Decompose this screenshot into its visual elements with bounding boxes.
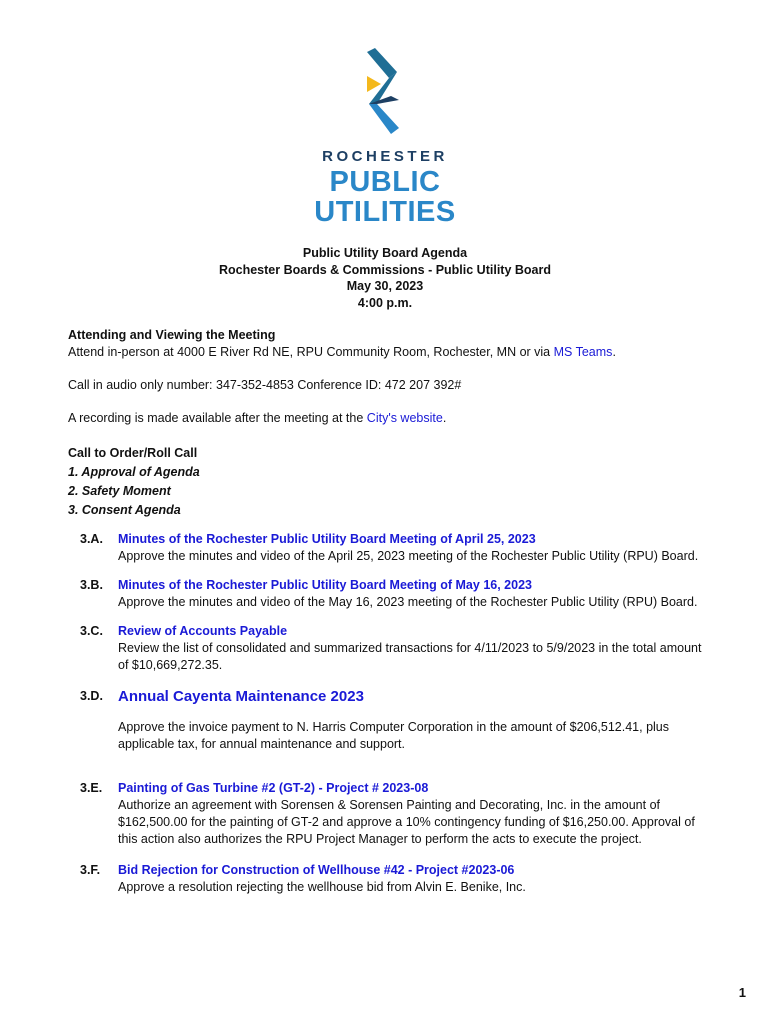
attending-heading: Attending and Viewing the Meeting: [68, 328, 276, 342]
item-title-link[interactable]: Painting of Gas Turbine #2 (GT-2) - Project # 2023-08: [118, 781, 429, 795]
agenda-header: [0, 245, 770, 311]
meeting-date: May 30, 2023: [346, 279, 424, 293]
logo-text-utilities: UTILITIES: [314, 196, 456, 228]
recording-text: [68, 410, 708, 427]
call-in-text: Call in audio only number: 347-352-4853 Conference ID: 472 207 392#: [68, 378, 462, 392]
page-number: 1: [738, 985, 746, 1000]
call-to-order-heading: Call to Order/Roll Call: [68, 446, 198, 460]
item-description: Approve the minutes and video of the April 25, 2023 meeting of the Rochester Public Utility (RPU) Board.: [118, 549, 699, 563]
agenda-title: Public Utility Board Agenda: [302, 246, 468, 260]
consent-item-3e: [68, 780, 708, 848]
item-description: Review the list of consolidated and summarized transactions for 4/11/2023 to 5/9/2023 in the total amount of $10,669,272.35.: [118, 641, 702, 672]
item-description: Approve the minutes and video of the May 16, 2023 meeting of the Rochester Public Utility (RPU) Board.: [118, 595, 698, 609]
consent-item-3f: [68, 862, 708, 896]
item-title-link[interactable]: Minutes of the Rochester Public Utility Board Meeting of April 25, 2023: [118, 532, 536, 546]
item-title-link[interactable]: Review of Accounts Payable: [118, 624, 288, 638]
consent-item-3c: [68, 623, 708, 674]
item-description: Authorize an agreement with Sorensen & Sorensen Painting and Decorating, Inc. in the amount of $162,500.00 for the painting of GT-2 and approve a 10% contingency funding of $16,250.00. Approval of this action also authorizes the RPU Project Manager to perform the acts to execute the project.: [118, 798, 695, 846]
item-number: 3.E.: [80, 781, 103, 795]
attending-text-end: .: [612, 345, 616, 359]
item-title-link[interactable]: Minutes of the Rochester Public Utility Board Meeting of May 16, 2023: [118, 578, 532, 592]
logo-text-rochester: ROCHESTER: [322, 148, 448, 165]
recording-text-end: .: [442, 411, 447, 425]
recording-text-body: A recording is made available after the meeting at the: [68, 411, 367, 425]
item-description: Approve the invoice payment to N. Harris Computer Corporation in the amount of $206,512.41, plus applicable tax, for annual maintenance and support.: [118, 720, 670, 751]
attending-text-body: Attend in-person at 4000 E River Rd NE, RPU Community Room, Rochester, MN or via: [68, 345, 554, 359]
item-title-link[interactable]: Bid Rejection for Construction of Wellhouse #42 - Project #2023-06: [118, 863, 515, 877]
item-number: 3.C.: [80, 624, 103, 638]
rpu-logo: [0, 48, 770, 227]
consent-item-3a: [68, 531, 708, 565]
board-name: Rochester Boards & Commissions - Public Utility Board: [218, 262, 551, 277]
agenda-item: 1. Approval of Agenda: [68, 465, 200, 479]
item-number: 3.F.: [80, 863, 101, 877]
item-number: 3.D.: [80, 689, 103, 703]
item-number: 3.B.: [80, 578, 103, 592]
agenda-item: 3. Consent Agenda: [68, 503, 181, 517]
agenda-list: [68, 464, 708, 519]
consent-item-3b: [68, 577, 708, 611]
attending-text: [68, 344, 708, 361]
ms-teams-link[interactable]: MS Teams: [553, 345, 613, 359]
item-number: 3.A.: [80, 532, 103, 546]
consent-item-3d: [68, 688, 708, 753]
meeting-time: 4:00 p.m.: [357, 295, 413, 310]
item-title-link[interactable]: Annual Cayenta Maintenance 2023: [118, 688, 364, 705]
city-website-link[interactable]: City's website: [366, 411, 443, 425]
item-description: Approve a resolution rejecting the wellhouse bid from Alvin E. Benike, Inc.: [118, 880, 526, 894]
rpu-logo-mark-icon: [355, 48, 415, 138]
logo-text-public: PUBLIC: [329, 166, 441, 198]
agenda-body: [68, 327, 708, 896]
agenda-item: 2. Safety Moment: [68, 484, 171, 498]
